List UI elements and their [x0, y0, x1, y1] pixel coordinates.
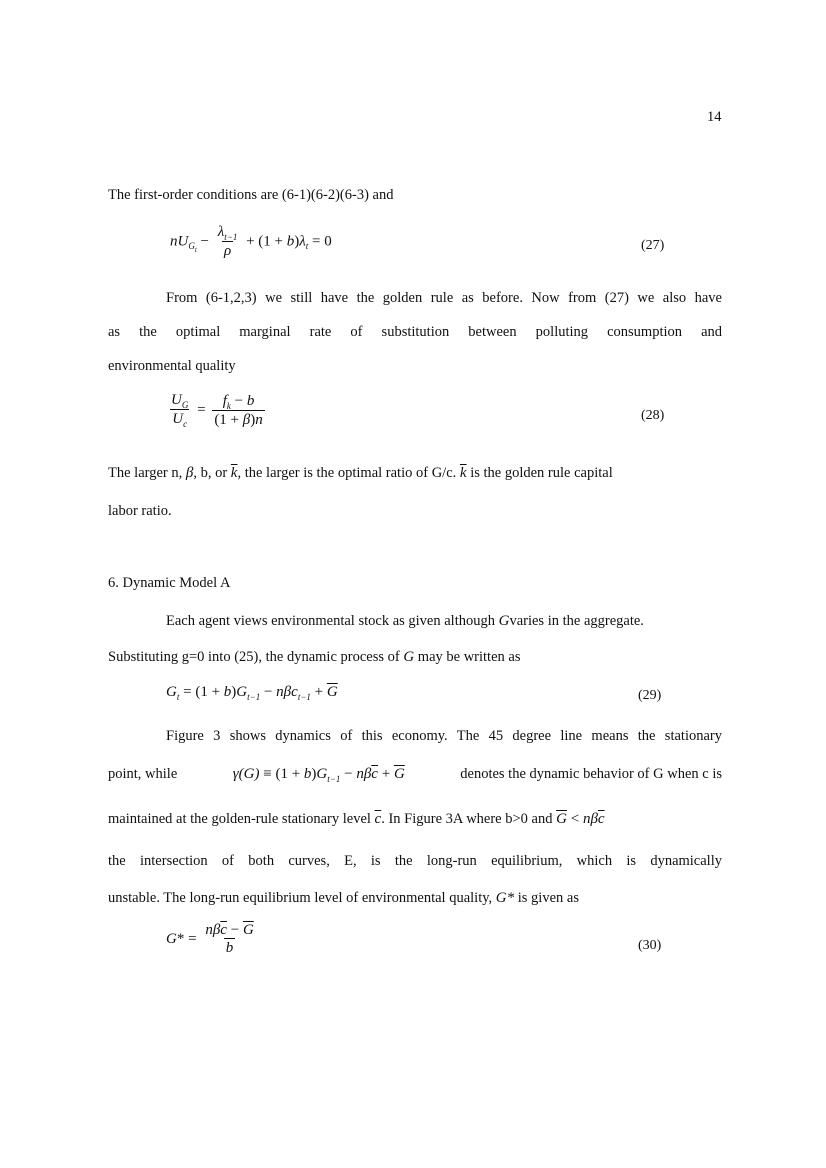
paragraph-golden-rule-line2: as the optimal marginal rate of substitution between polluting consumption and	[108, 324, 722, 340]
paragraph-figure3-line3: maintained at the golden-rule stationary level $\overline{c}$. In Figure 3A where b>0 and $\overline{G} < n\beta\overline{c}$	[108, 811, 605, 827]
paragraph-agent-line1: Each agent views environmental stock as given although Gvaries in the aggregate.	[166, 613, 644, 629]
equation-28-number: (28)	[641, 408, 665, 423]
page-number: 14	[707, 109, 722, 125]
equation-29-number: (29)	[638, 688, 662, 703]
section-heading: 6. Dynamic Model A	[108, 575, 231, 591]
paragraph-golden-rule-line1: From (6-1,2,3) we still have the golden rule as before. Now from (27) we also have	[166, 290, 722, 306]
paragraph-agent-line2: Substituting g=0 into (25), the dynamic process of G may be written as	[108, 649, 521, 665]
paragraph-figure3-line2: point, while $\gamma(G) \equiv (1 + b)G_{t-1} - n\beta\overline{c} + \overline{G}$ denotes the dynamic behavior of G when c is	[108, 766, 722, 784]
paragraph-figure3-line1: Figure 3 shows dynamics of this economy. The 45 degree line means the stationary	[166, 728, 722, 744]
equation-28: $\frac{U_G}{U_c}$ = $\frac{f_k - b}{(1 + \beta)n}$	[171, 392, 263, 429]
paragraph-figure3-line4: the intersection of both curves, E, is the long-run equilibrium, which is dynamically	[108, 853, 722, 869]
equation-29: $G_t = (1 + b)G_{t-1} - n\beta c_{t-1} + \overline{G}$	[166, 684, 338, 702]
paragraph-larger-line2: labor ratio.	[108, 503, 172, 519]
equation-27-number: (27)	[641, 238, 665, 253]
equation-27: $nU_{G_t}$ − $\frac{\lambda_{t-1}}{\rho}$ + $(1 + b)\lambda_t = 0$	[170, 224, 332, 259]
paragraph-larger-line1: The larger n, β, b, or $\overline{k}$, the larger is the optimal ratio of G/c. $\overline{k}$ is the golden rule capital	[108, 465, 613, 481]
paragraph-first-order: The first-order conditions are (6-1)(6-2)(6-3) and	[108, 187, 394, 203]
paragraph-figure3-line5: unstable. The long-run equilibrium level of environmental quality, G* is given as	[108, 890, 579, 906]
paragraph-golden-rule-line3: environmental quality	[108, 358, 236, 374]
equation-30-number: (30)	[638, 938, 662, 953]
equation-30: G* = $\frac{n\beta\overline{c} - \overline{G}}{b}$	[166, 922, 254, 956]
